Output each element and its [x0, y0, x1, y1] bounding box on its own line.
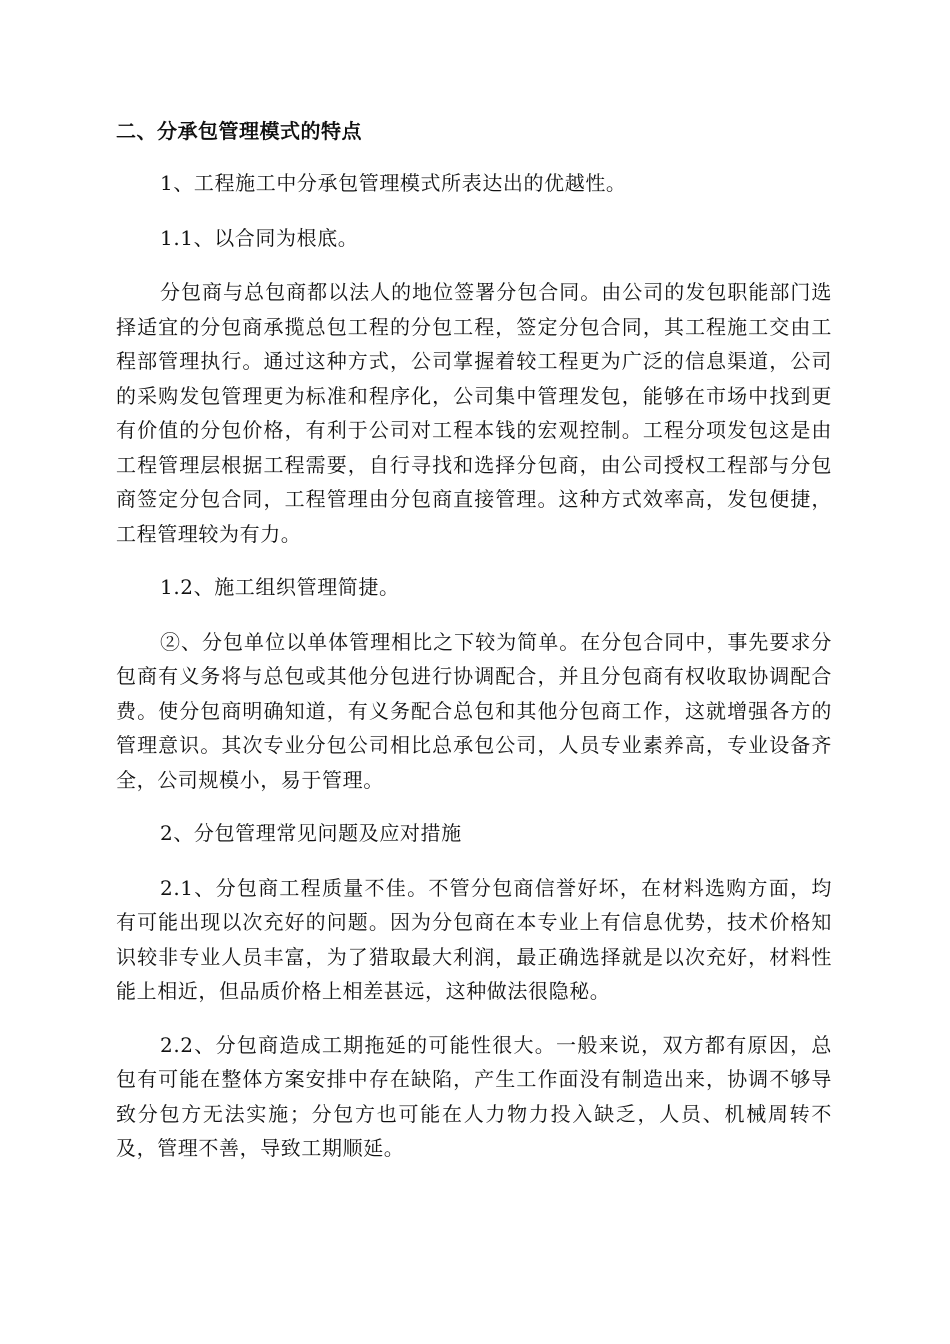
paragraph-unit-management: ②、分包单位以单体管理相比之下较为简单。在分包合同中，事先要求分包商有义务将与总包或其他分包进行协调配合，并且分包商有权收取协调配合费。使分包商明确知道，有义务配合总包和其他分包商工作，这就增强各方的管理意识。其次专业分包公司相比总承包公司，人员专业素养高，专业设备齐全，公司规模小，易于管理。: [116, 629, 832, 792]
paragraph-2: 2、分包管理常见问题及应对措施: [160, 821, 462, 845]
paragraph-2-2: 2.2、分包商造成工期拖延的可能性很大。一般来说，双方都有原因，总包有可能在整体方案安排中存在缺陷，产生工作面没有制造出来，协调不够导致分包方无法实施；分包方也可能在人力物力投入缺乏，人员、机械周转不及，管理不善，导致工期顺延。: [116, 1032, 832, 1160]
paragraph-contract-basis: 分包商与总包商都以法人的地位签署分包合同。由公司的发包职能部门选择适宜的分包商承揽总包工程的分包工程，签定分包合同，其工程施工交由工程部管理执行。通过这种方式，公司掌握着较工程更为广泛的信息渠道，公司的采购发包管理更为标准和程序化，公司集中管理发包，能够在市场中找到更有价值的分包价格，有利于公司对工程本钱的宏观控制。工程分项发包这是由工程管理层根据工程需要，自行寻找和选择分包商，由公司授权工程部与分包商签定分包合同，工程管理由分包商直接管理。这种方式效率高，发包便捷，工程管理较为有力。: [116, 280, 832, 546]
paragraph-2-1: 2.1、分包商工程质量不佳。不管分包商信誉好坏，在材料选购方面，均有可能出现以次充好的问题。因为分包商在本专业上有信息优势，技术价格知识较非专业人员丰富，为了猎取最大利润，最正确选择就是以次充好，材料性能上相近，但品质价格上相差甚远，这种做法很隐秘。: [116, 875, 832, 1003]
section-heading: 二、分承包管理模式的特点: [116, 119, 362, 143]
paragraph-1: 1、工程施工中分承包管理模式所表达出的优越性。: [160, 171, 627, 195]
paragraph-1-1: 1.1、以合同为根底。: [160, 225, 359, 250]
paragraph-1-2: 1.2、施工组织管理简捷。: [160, 575, 400, 599]
